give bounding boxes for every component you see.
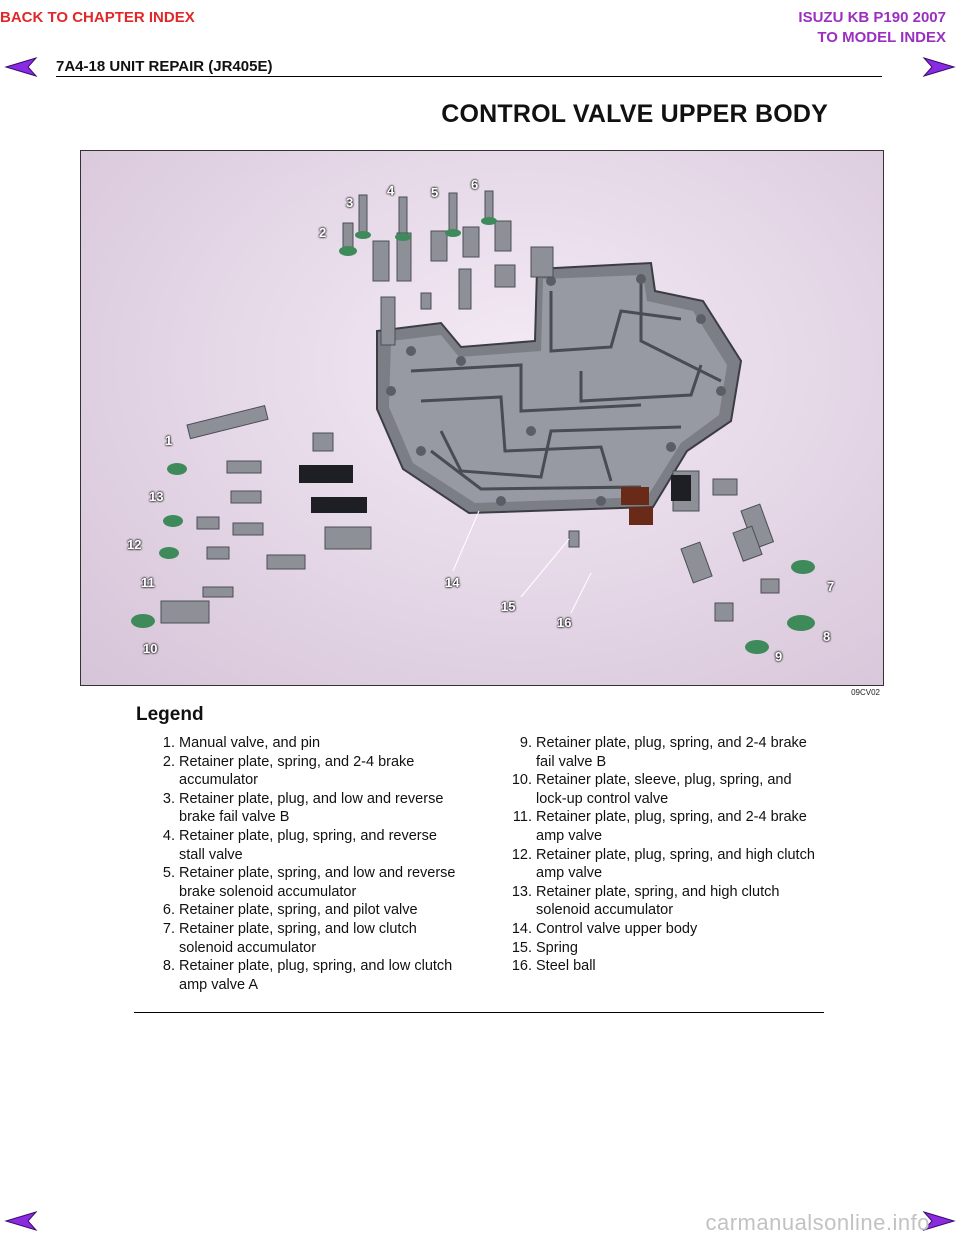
legend-item: 8. Retainer plate, plug, spring, and low clutch amp valve A (162, 958, 453, 993)
legend-item: 1. Manual valve, and pin (162, 735, 321, 751)
legend-item: 5. Retainer plate, spring, and low and reverse brake solenoid accumulator (162, 865, 456, 900)
callout-13: 13 (149, 489, 164, 504)
header-divider (56, 76, 882, 77)
figure-id: 09CV02 (851, 688, 880, 697)
callout-12: 12 (127, 537, 142, 552)
callout-8: 8 (823, 629, 831, 644)
legend-item: 2. Retainer plate, spring, and 2-4 brake accumulator (162, 753, 415, 789)
prev-page-left-arrow-icon[interactable] (4, 56, 38, 78)
callout-15: 15 (501, 599, 516, 614)
callout-16: 16 (557, 615, 572, 630)
legend-item: 10. Retainer plate, sleeve, plug, spring, and lock-up control valve (511, 772, 792, 807)
control-valve-photo (80, 150, 884, 686)
legend-item: 9. Retainer plate, plug, spring, and 2-4 brake fail valve B (519, 735, 807, 770)
legend-heading: Legend (136, 704, 204, 725)
callout-4: 4 (387, 183, 395, 198)
prev-page-bottom-left-arrow-icon[interactable] (4, 1210, 38, 1232)
legend-item: 3. Retainer plate, plug, and low and reverse brake fail valve B (162, 790, 444, 826)
callout-1: 1 (165, 433, 173, 448)
callout-6: 6 (471, 177, 479, 192)
legend-right-column (504, 734, 824, 976)
callout-10: 10 (143, 641, 158, 656)
legend-item: 12. Retainer plate, plug, spring, and high clutch amp valve (511, 846, 815, 882)
legend-left-column (147, 734, 459, 994)
exploded-parts-illustration (81, 151, 883, 685)
legend-item: 15. Spring (511, 939, 578, 956)
legend-item: 6. Retainer plate, spring, and pilot valve (162, 902, 418, 919)
legend-item: 16. Steel ball (511, 958, 596, 975)
back-to-chapter-index-link[interactable]: BACK TO CHAPTER INDEX (0, 9, 195, 26)
to-model-index-link[interactable]: TO MODEL INDEX (817, 29, 946, 46)
callout-14: 14 (445, 575, 460, 590)
next-page-right-arrow-icon[interactable] (922, 56, 956, 78)
page-reference: 7A4-18 UNIT REPAIR (JR405E) (56, 58, 273, 75)
legend-item: 14. Control valve upper body (511, 920, 698, 937)
model-title-link[interactable]: ISUZU KB P190 2007 (798, 9, 946, 26)
page-title: CONTROL VALVE UPPER BODY (441, 100, 828, 128)
callout-7: 7 (827, 579, 835, 594)
callout-5: 5 (431, 185, 439, 200)
callout-3: 3 (346, 195, 354, 210)
legend-bottom-divider (134, 1012, 824, 1013)
legend-item: 7. Retainer plate, spring, and low clutch solenoid accumulator (162, 920, 417, 956)
watermark: carmanualsonline.info (705, 1210, 930, 1235)
legend-item: 4. Retainer plate, plug, spring, and reverse stall valve (162, 827, 437, 863)
legend-item: 11. Retainer plate, plug, spring, and 2-4 brake amp valve (512, 809, 807, 844)
callout-2: 2 (319, 225, 327, 240)
callout-11: 11 (141, 575, 155, 590)
callout-9: 9 (775, 649, 783, 664)
legend-item: 13. Retainer plate, spring, and high clutch solenoid accumulator (511, 883, 780, 919)
